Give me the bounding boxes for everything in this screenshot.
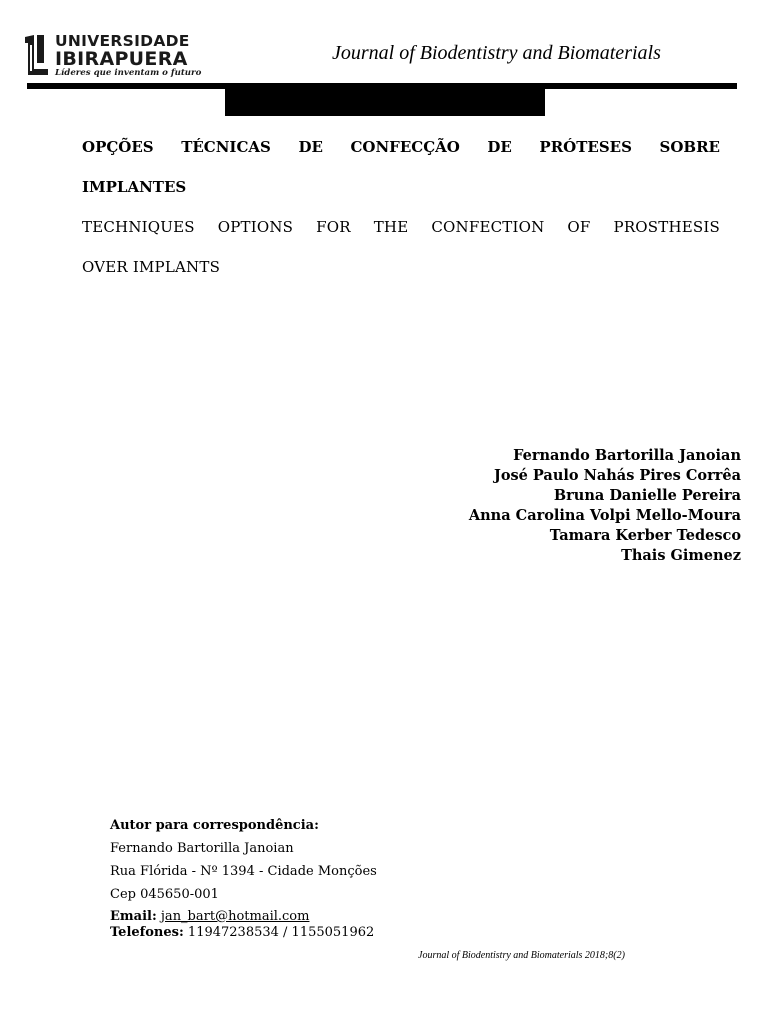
author-name: Anna Carolina Volpi Mello-Moura [468, 507, 741, 524]
footer-citation: Journal of Biodentistry and Biomaterials 2018;8(2) [418, 950, 625, 961]
correspondence-address: Rua Flórida - Nº 1394 - Cidade Monções [110, 864, 377, 879]
university-logo [22, 33, 202, 83]
author-name: Bruna Danielle Pereira [553, 487, 741, 504]
phone-label: Telefones: [110, 925, 184, 940]
correspondence-block [110, 817, 377, 941]
university-emblem-icon [22, 33, 52, 77]
correspondence-email-row [110, 909, 377, 925]
article-title-en-line2: OVER IMPLANTS [82, 258, 221, 276]
author-name: Tamara Kerber Tedesco [549, 527, 741, 544]
author-name: José Paulo Nahás Pires Corrêa [493, 467, 741, 484]
article-title-pt-line1: OPÇÕES TÉCNICAS DE CONFECÇÃO DE PRÓTESES SOBRE [82, 138, 720, 156]
header-black-block [225, 89, 545, 116]
correspondence-heading: Autor para correspondência: [110, 818, 319, 833]
correspondence-phone-row [110, 925, 377, 941]
correspondence-cep: Cep 045650-001 [110, 887, 219, 902]
email-link[interactable]: jan_bart@hotmail.com [160, 909, 310, 924]
email-label: Email: [110, 909, 157, 924]
article-title-en-line1: TECHNIQUES OPTIONS FOR THE CONFECTION OF PROSTHESIS [82, 218, 720, 236]
author-name: Thais Gimenez [621, 547, 741, 564]
logo-text-ibirapuera: IBIRAPUERA [55, 48, 188, 70]
author-list [469, 446, 741, 566]
author-name: Fernando Bartorilla Janoian [513, 447, 741, 464]
article-title-pt-line2: IMPLANTES [82, 178, 187, 196]
logo-text-universidade: UNIVERSIDADE [55, 32, 190, 50]
phone-numbers: 11947238534 / 1155051962 [187, 925, 375, 940]
journal-title: Journal of Biodentistry and Biomaterials [332, 42, 661, 64]
correspondence-name: Fernando Bartorilla Janoian [110, 841, 294, 856]
logo-slogan: Líderes que inventam o futuro [55, 68, 202, 78]
